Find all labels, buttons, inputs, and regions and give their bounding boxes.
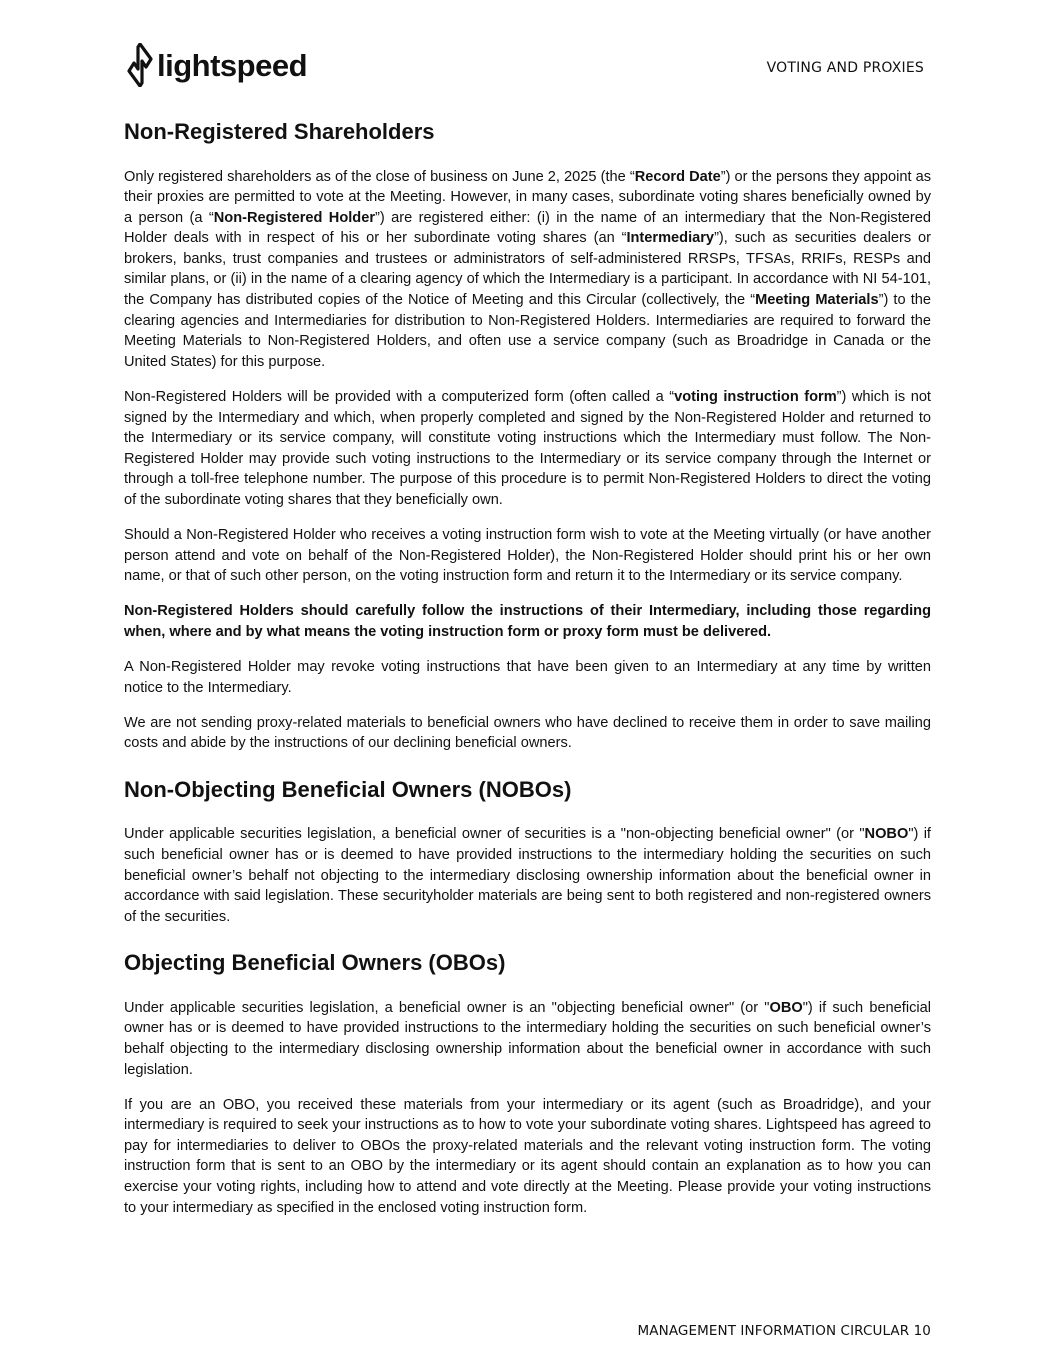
paragraph-revoke-instructions: A Non-Registered Holder may revoke voting instructions that have been given to an Intermediary at any time by written notice to the Intermediary. bbox=[124, 658, 931, 696]
paragraph-nobo-definition: Under applicable securities legislation, a beneficial owner of securities is a "non-objecting beneficial owner" (or "NOBO") if such beneficial owner has or is deemed to have provided instructions to the intermediary holding the securities on such beneficial owner’s behalf not objecting to the intermediary disclosing ownership information about the beneficial owner in accordance with said legislation. These securityholder materials are being sent to both registered and non-registered owners of the securities. bbox=[124, 826, 931, 925]
paragraph-voting-instruction-form: Non-Registered Holders will be provided with a computerized form (often called a “voting instruction form”) which is not signed by the Intermediary and which, when properly completed and signed by the Non-Registered Holder and returned to the Intermediary or its service company, will constitute voting instructions which the Intermediary must follow. The Non-Registered Holder may provide such voting instructions to the Intermediary or its service company through the Internet or through a toll-free telephone number. The purpose of this procedure is to permit Non-Registered Holders to direct the voting of the subordinate voting shares that they beneficially own. bbox=[124, 388, 931, 508]
section-header: VOTING AND PROXIES bbox=[766, 60, 924, 76]
heading-nobos: Non-Objecting Beneficial Owners (NOBOs) bbox=[124, 776, 572, 802]
document-body bbox=[124, 118, 931, 1233]
lightspeed-flame-icon bbox=[127, 43, 153, 87]
paragraph-vote-virtually: Should a Non-Registered Holder who receives a voting instruction form wish to vote at the Meeting virtually (or have another person attend and vote on behalf of the Non-Registered Holder), the Non-Registered Holder should print his or her own name, or that of such other person, on the voting instruction form and return it to the Intermediary or its service company. bbox=[124, 527, 931, 585]
heading-obos: Objecting Beneficial Owners (OBOs) bbox=[124, 950, 506, 976]
lightspeed-logo bbox=[127, 43, 307, 87]
paragraph-follow-instructions: Non-Registered Holders should carefully follow the instructions of their Intermediary, including those regarding when, where and by what means the voting instruction form or proxy form must be delivered. bbox=[124, 603, 931, 640]
paragraph-declined-materials: We are not sending proxy-related materials to beneficial owners who have declined to receive them in order to save mailing costs and abide by the instructions of our declining beneficial owners. bbox=[124, 714, 931, 752]
page-footer: MANAGEMENT INFORMATION CIRCULAR 10 bbox=[637, 1323, 931, 1339]
logo-wordmark: lightspeed bbox=[157, 47, 308, 83]
paragraph-obo-definition: Under applicable securities legislation, a beneficial owner is an "objecting beneficial owner" (or "OBO") if such beneficial owner has or is deemed to have provided instructions to the intermediary holding the securities on such beneficial owner’s behalf objecting to the intermediary disclosing ownership information about the beneficial owner in accordance with such legislation. bbox=[124, 999, 931, 1078]
paragraph-record-date: Only registered shareholders as of the close of business on June 2, 2025 (the “Record Date”) or the persons they appoint as their proxies are permitted to vote at the Meeting. However, in many cases, subordinate voting shares beneficially owned by a person (a “Non-Registered Holder”) are registered either: (i) in the name of an intermediary that the Non-Registered Holder deals with in respect of his or her subordinate voting shares (an “Intermediary”), such as securities dealers or brokers, banks, trust companies and trustees or administrators of self-administered RRSPs, TFSAs, RRIFs, RESPs and similar plans, or (ii) in the name of a clearing agency of which the Intermediary is a participant. In accordance with NI 54-101, the Company has distributed copies of the Notice of Meeting and this Circular (collectively, the “Meeting Materials”) to the clearing agencies and Intermediaries for distribution to Non-Registered Holders. Intermediaries are required to forward the Meeting Materials to Non-Registered Holders, and often use a service company (such as Broadridge in Canada or the United States) for this purpose. bbox=[124, 168, 931, 370]
heading-non-registered-shareholders: Non-Registered Shareholders bbox=[124, 119, 435, 144]
paragraph-obo-materials: If you are an OBO, you received these materials from your intermediary or its agent (such as Broadridge), and your intermediary is required to seek your instructions as to how to vote your subordinate voting shares. Lightspeed has agreed to pay for intermediaries to deliver to OBOs the proxy-related materials and the relevant voting instruction form. The voting instruction form that is sent to an OBO by the intermediary or its agent should contain an explanation as to how you can exercise your voting rights, including how to attend and vote directly at the Meeting. Please provide your voting instructions to your intermediary as specified in the enclosed voting instruction form. bbox=[124, 1096, 931, 1216]
